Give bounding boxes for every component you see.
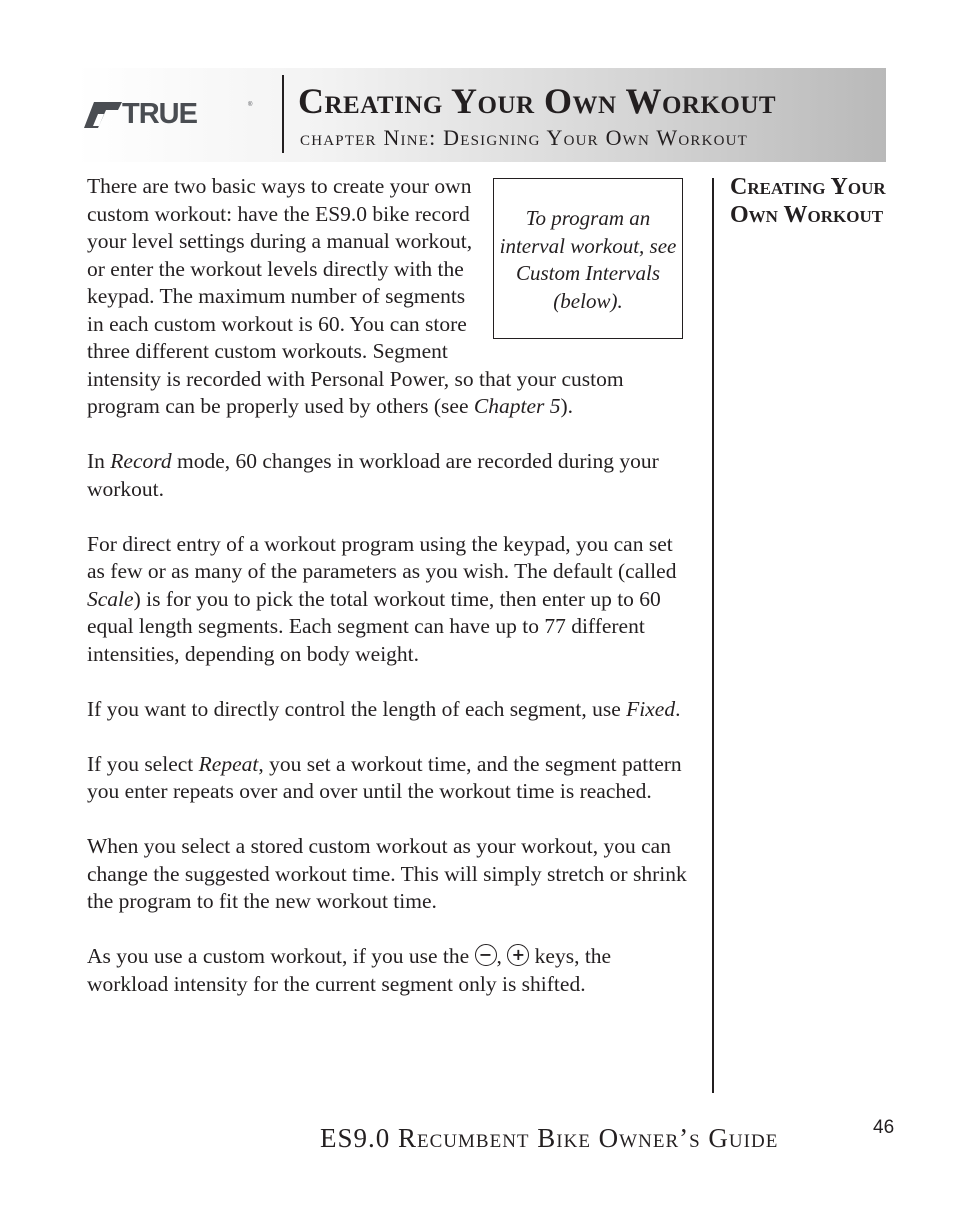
true-logo xyxy=(84,98,254,130)
repeat-paragraph xyxy=(87,751,693,806)
record-paragraph xyxy=(87,448,693,503)
keys-separator: , xyxy=(496,944,508,968)
direct-pre: For direct entry of a workout program using the keypad, you can set as few or as many of the parameters as you wish. The default (called xyxy=(87,531,677,583)
header-divider xyxy=(282,75,284,153)
logo-wordmark: TRUE xyxy=(122,98,197,130)
page-number: 46 xyxy=(873,1117,895,1138)
fixed-paragraph xyxy=(87,696,693,724)
minus-key-icon: − xyxy=(475,944,497,966)
logo-mark-icon xyxy=(84,102,122,128)
fixed-pre: If you want to directly control the length of each segment, use xyxy=(87,696,627,721)
plus-key-icon: + xyxy=(507,944,529,966)
record-pre: In xyxy=(87,449,111,473)
interval-note-box xyxy=(493,178,683,339)
repeat-post: , you set a workout time, and the segment pattern you enter repeats over and over until the workout time is reached. xyxy=(87,751,682,803)
keys-post: keys, the workload intensity for the current segment only is shifted. xyxy=(87,944,612,996)
footer-guide-title: ES9.0 Recumbent Bike Owner’s Guide xyxy=(320,1123,779,1153)
stored-workout-paragraph: When you select a stored custom workout as your workout, you can change the suggested workout time. This will simply stretch or shrink the program to fit the new workout time. xyxy=(87,834,687,913)
record-post: mode, 60 changes in workload are recorded during your workout. xyxy=(87,449,659,501)
scale-term: Scale xyxy=(87,586,134,611)
keys-paragraph xyxy=(87,943,693,998)
repeat-pre: If you select xyxy=(87,751,199,776)
record-mode-term: Record xyxy=(110,449,172,473)
chapter-title: Creating Your Own Workout xyxy=(298,81,777,121)
intro-end: ). xyxy=(560,394,574,418)
fixed-term: Fixed xyxy=(626,696,676,721)
chapter-reference: Chapter 5 xyxy=(473,394,561,418)
sidebar-heading: Creating Your Own Workout xyxy=(730,174,886,228)
direct-entry-paragraph xyxy=(87,531,693,669)
interval-note-text: To program an interval workout, see Custom Intervals (below). xyxy=(499,206,677,313)
direct-post: ) is for you to pick the total workout time, then enter up to 60 equal length segments. Each segment can have up to 77 different intensities, depending on body weight. xyxy=(87,586,661,666)
fixed-post: . xyxy=(675,696,681,721)
keys-pre: As you use a custom workout, if you use the xyxy=(87,944,475,968)
logo-trademark: ® xyxy=(248,102,253,108)
repeat-term: Repeat xyxy=(198,751,259,776)
sidebar-divider xyxy=(712,178,714,1093)
intro-text: There are two basic ways to create your own custom workout: have the ES9.0 bike record your level settings during a manual workout, or enter the workout levels directly with the keypad. The maximum number of segments in each custom workout is 60. You can store three different custom workouts. Segment intensity is recorded with Personal Power, so that your custom program can be properly used by others (see xyxy=(87,174,624,418)
chapter-subtitle: chapter Nine: Designing Your Own Workout xyxy=(300,125,749,150)
